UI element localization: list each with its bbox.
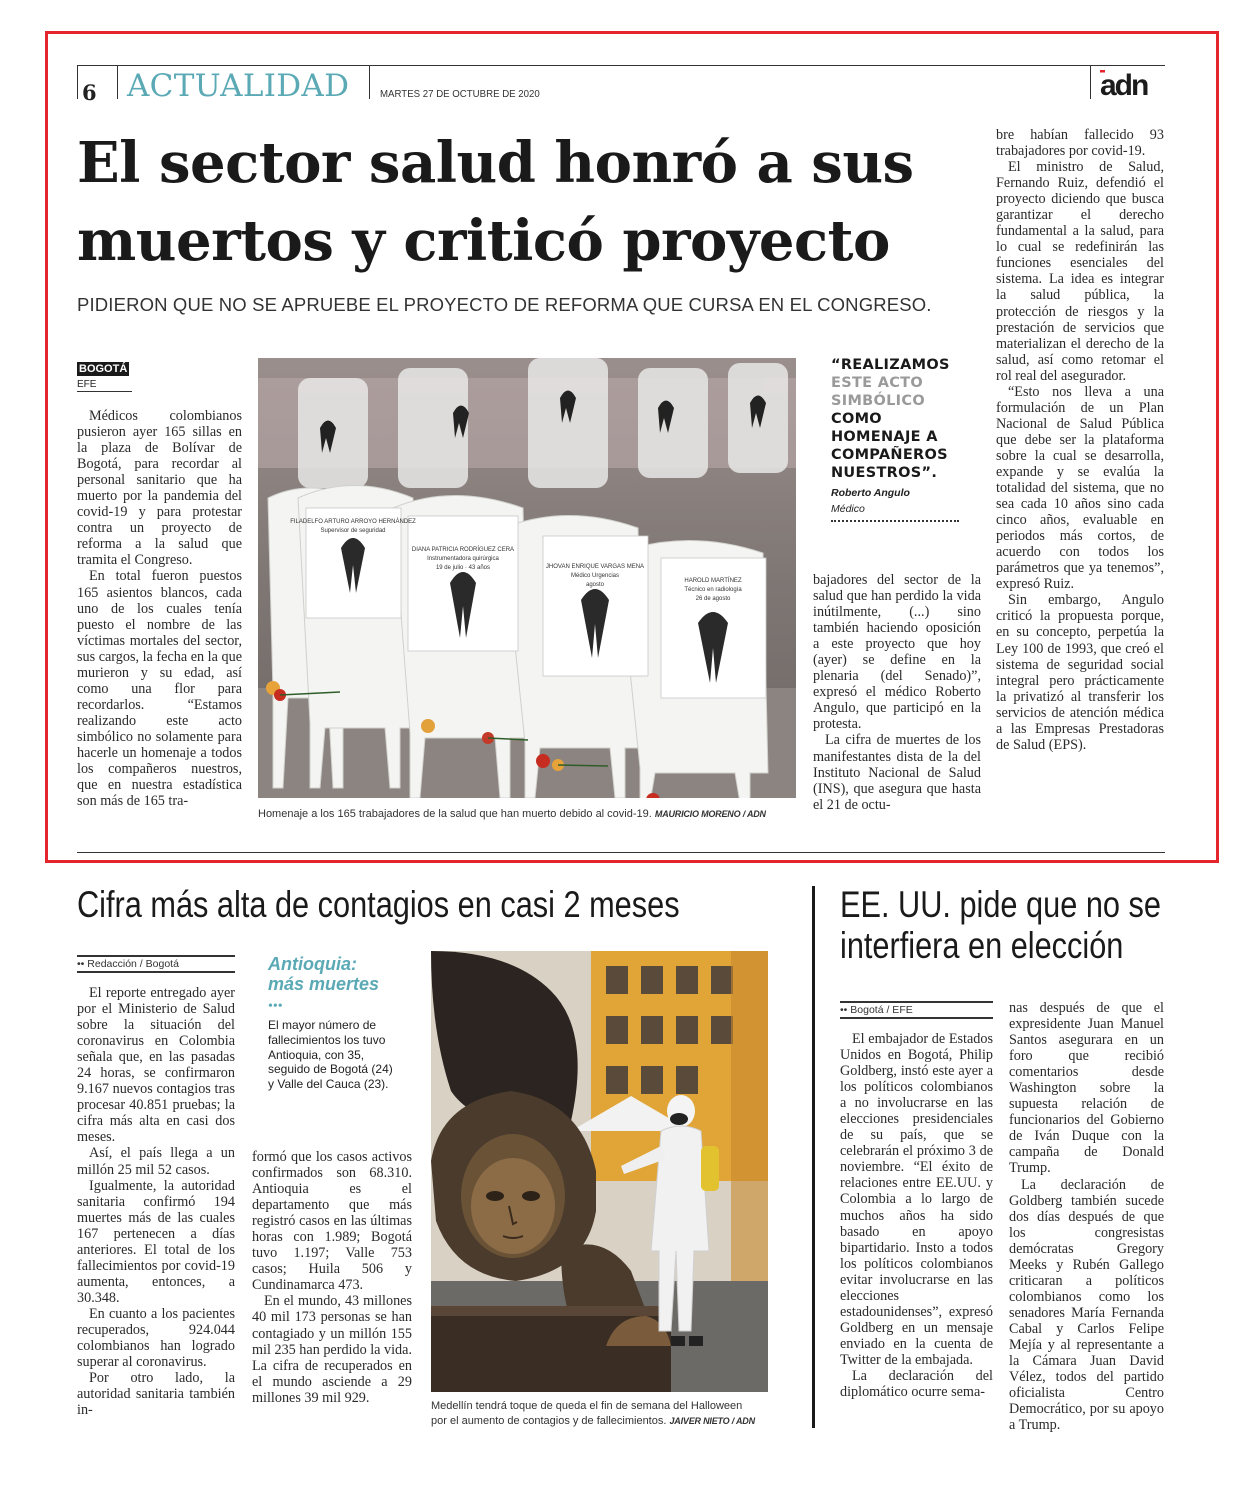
section-title: ACTUALIDAD [127,68,350,104]
svg-text:adn: adn [1100,69,1148,98]
contagios-headline: Cifra más alta de contagios en casi 2 meses [77,884,680,925]
sidebar-dots: ••• [268,999,283,1014]
chair-name-1: FILADELFO ARTURO ARROYO HERNÁNDEZ [290,519,416,525]
photo-credit: MAURICIO MORENO / ADN [654,809,766,819]
contagios-paragraph: Por otro lado, la autoridad sanitaria también in- [77,1370,235,1419]
lead-paragraph: bajadores del sector de la salud que han perdido la vida inútilmente, (...) sino también haciendo oposición a este proyecto que hoy (ayer) se define en la plenaria (del Senado)”, expresó el médico Roberto Angulo, que participó en la protesta. [813,572,981,733]
issue-date: MARTES 27 DE OCTUBRE DE 2020 [380,88,540,100]
lead-paragraph: El ministro de Salud, Fernando Ruiz, defendió el proyecto diciendo que busca garantizar el derecho fundamental a la salud, para lo cual se redefinirán las funciones esenciales del sistema. La idea es integrar la salud pública, la protección de riesgos y la prestación de servicios que materializan el derecho de la salud, así como retomar el rol real del asegurador. [996,159,1164,384]
eeuu-column-2 [1009,1000,1164,1433]
byline-text: Redacción / Bogotá [87,958,179,970]
caption-line: por el aumento de contagios y de fallecimientos. [431,1415,667,1427]
lead-paragraph: La cifra de muertes de los manifestantes dista de la del Instituto Nacional de Salud (INS), que asegura que hasta el 21 de octu- [813,732,981,813]
quote-line: COMPAÑEROS [831,447,948,463]
header-top-rule [77,65,1165,66]
eeuu-paragraph: La declaración del diplomático ocurre sema- [840,1367,993,1401]
caption-text: Homenaje a los 165 trabajadores de la salud que han muerto debido al covid-19. [258,808,652,820]
contagios-paragraph: formó que los casos activos confirmados son 68.310. Antioquia es el departamento que más registró casos en las últimas horas con 1.989; Bogotá tuvo 1.197; Valle 753 casos; Huila 506 y Cundinamarca 473. [252,1149,412,1294]
chair-role-3: Médico Urgencias [570,573,620,579]
adn-logo-mark [1100,68,1166,98]
quote-dotted-rule [831,520,959,522]
byline-location: BOGOTÁ [79,363,128,375]
chair-role-1: Supervisor de seguridad [320,528,386,534]
lead-photo-caption [258,808,798,820]
eeuu-headline: EE. UU. pide que no se interfiera en elección [840,884,1161,966]
chair-date-2: 19 de julio · 43 años [435,565,491,571]
adn-logo [1100,68,1166,98]
chair-name-2: DIANA PATRICIA RODRÍGUEZ CERA [411,547,515,553]
quote-role: Médico [831,503,865,515]
contagios-paragraph: Igualmente, la autoridad sanitaria confirmó 194 muertes más de las cuales 167 pertenecen a días anteriores. El total de los fallecimientos por covid-19 aumenta, entonces, a 30.348. [77,1177,235,1306]
header-divider [117,65,118,99]
antioquia-sidebar [268,954,418,1092]
header-divider-2 [369,65,370,99]
eeuu-byline [840,1001,993,1019]
contagios-column-1 [77,985,235,1418]
caption-line-2 [431,1414,771,1429]
header-left-tick [77,65,78,99]
contagios-byline [77,955,235,973]
photo-credit: JAIVER NIETO / ADN [669,1416,755,1426]
quote-line: COMO [831,411,882,427]
lead-paragraph: Médicos colombianos pusieron ayer 165 sillas en la plaza de Bolívar de Bogotá, para recordar al personal sanitario que ha muerto por la pandemia del covid-19 y para protestar contra un proyecto de reforma a la salud que tramita el Congreso. [77,408,242,569]
lead-paragraph: Sin embargo, Angulo criticó la propuesta porque, en su concepto, perpetúa la Ley 100 de 1993, que creó el sistema de seguridad social integral pero prácticamente la privatizó al transferir los servicios de atención médica a las Empresas Prestadoras de Salud (EPS). [996,592,1164,753]
lead-byline [77,359,132,392]
pull-quote [831,356,961,482]
contagios-paragraph: El reporte entregado ayer por el Ministerio de Salud sobre la situación del coronavirus en Colombia señala que, en las pasadas 24 horas, se confirmaron 9.167 nuevos contagios tras procesar 40.851 pruebas; la cifra más alta en casi dos meses. [77,985,235,1146]
quote-line: NUESTROS”. [831,465,938,481]
chair-role-4: Técnico en radiología [684,587,742,593]
header-divider-3 [1090,65,1091,99]
medellin-photo-caption [431,1399,771,1429]
chair-role-2: Instrumentadora quirúrgica [427,556,499,562]
page-number: 6 [82,80,97,105]
section-separator [77,852,1165,853]
byline-dots: •• [840,1004,851,1016]
column-divider [812,886,815,1428]
byline-text: Bogotá / EFE [850,1004,913,1016]
lead-column-1 [77,408,242,809]
lead-column-3 [813,572,981,813]
quote-line: “REALIZAMOS [831,357,950,373]
quote-line: SIMBÓLICO [831,393,925,409]
lead-paragraph: “Esto nos lleva a una formulación de un Plan Nacional de Salud Pública que debe ser la plataforma sobre la cual se desarrolla, expande y se evalúa la totalidad del sistema, que no sea cada 10 años sino cada cinco años, evaluable en periodos más cortos, de acuerdo con todos los parámetros que ya tenemos”, expresó Ruiz. [996,383,1164,593]
lead-photo [258,358,796,798]
lead-paragraph: En total fueron puestos 165 asientos blancos, cada uno de los cuales tenía puesto el nombre de las víctimas mortales del sector, sus cargos, la fecha en la que murieron y su edad, así como una flor para recordarlos. “Estamos realizando este acto simbólico no solamente para hacerle un homenaje a todos los compañeros nuestros, que en nuestra estadística son más de 165 tra- [77,568,242,810]
lead-subheadline: PIDIERON QUE NO SE APRUEBE EL PROYECTO DE REFORMA QUE CURSA EN EL CONGRESO. [77,294,932,315]
caption-line: Medellín tendrá toque de queda el fin de semana del Halloween [431,1400,743,1412]
quote-author: Roberto Angulo [831,487,910,499]
eeuu-paragraph: nas después de que el expresidente Juan Manuel Santos asegurara en un foro que recibió comentarios desde Washington sobre la supuesta relación de funcionarios del Gobierno de Iván Duque con la campaña de Donald Trump. [1009,1000,1164,1177]
sidebar-title: Antioquia: [268,954,357,974]
contagios-paragraph: En cuanto a los pacientes recuperados, 924.044 colombianos han logrado superar al coronavirus. [77,1305,235,1371]
chair-name-3: JHOVAN ENRIQUE VARGAS MENA [545,564,645,570]
sculpture-photo-illustration [431,951,768,1392]
contagios-paragraph: En el mundo, 43 millones 40 mil 173 personas se han contagiado y un millón 155 mil 235 han perdido la vida. La cifra de recuperados en el mundo asciende a 29 millones 39 mil 929. [252,1293,412,1406]
byline-agency: EFE [77,379,132,392]
lead-headline: El sector salud honró a sus muertos y criticó proyecto [77,130,914,274]
chair-date-4: 26 de agosto [695,596,731,602]
quote-line: ESTE ACTO [831,375,923,391]
chair-name-4: HAROLD MARTÍNEZ [684,578,742,584]
contagios-paragraph: Así, el país llega a un millón 25 mil 52 casos. [77,1145,235,1178]
contagios-column-2 [252,1149,412,1406]
sidebar-text: El mayor número de fallecimientos los tuvo Antioquia, con 35, seguido de Bogotá (24) y Valle del Cauca (23). [268,1018,393,1092]
sidebar-title: más muertes [268,974,380,994]
lead-paragraph: bre habían fallecido 93 trabajadores por covid-19. [996,127,1164,160]
eeuu-paragraph: La declaración de Goldberg también sucede dos días después de que los congresistas demócratas Gregory Meeks y Rubén Gallego criticaran a políticos colombianos como los senadores María Fernanda Cabal y Carlos Felipe Mejía y al representante a la Cámara Juan David Vélez, todos del partido oficialista Centro Democrático, por su apoyo a Trump. [1009,1176,1164,1434]
byline-dots: •• [77,958,88,970]
medellin-photo [431,951,768,1392]
eeuu-paragraph: El embajador de Estados Unidos en Bogotá, Philip Goldberg, instó este ayer a los políticos colombianos a no involucrarse en las elecciones presidenciales de su país, que se celebrarán el próximo 3 de noviembre. “El éxito de relaciones entre EE.UU. y Colombia a lo largo de muchos años ha sido basado en apoyo bipartidario. Insto a todos los políticos colombianos evitar involucrarse en las elecciones estadounidenses”, expresó Goldberg en un mensaje enviado en la cuenta de Twitter de la embajada. [840,1031,993,1368]
chair-date-3: agosto [585,582,605,588]
quote-line: HOMENAJE A [831,429,938,445]
chairs-photo-illustration [258,358,796,798]
lead-column-4 [996,127,1164,753]
eeuu-column-1 [840,1031,993,1400]
